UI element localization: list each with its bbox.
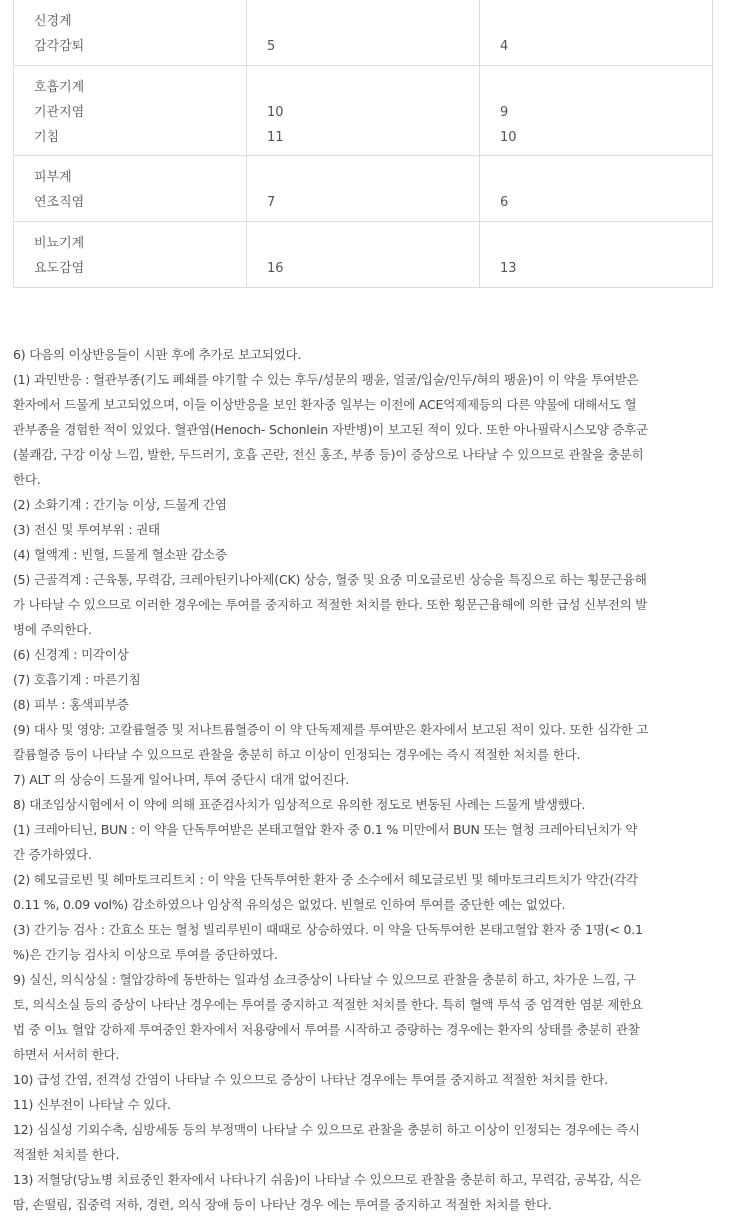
- text-line: 관부종을 경험한 적이 있었다. 혈관염(Henoch- Schonlein 자반병)이 보고된 적이 있다. 또한 아나필락시스모양 증후군: [13, 422, 648, 437]
- table-cell-line: 10: [500, 130, 517, 145]
- table-cell-category: [14, 156, 247, 222]
- table-body: [14, 0, 713, 288]
- table-cell-line: 6: [500, 195, 509, 210]
- text-line: 토, 의식소실 등의 증상이 나타난 경우에는 투여를 중지하고 적절한 처치를 한다. 특히 혈액 투석 중 엄격한 염분 제한요: [13, 997, 643, 1012]
- text-line: 환자에서 드물게 보고되었으며, 이들 이상반응을 보인 환자중 일부는 이전에 ACE억제제등의 다른 약물에 대해서도 혈: [13, 397, 637, 412]
- text-line: 법 중 이뇨 혈압 강하제 투여중인 환자에서 저용량에서 투여를 시작하고 증량하는 경우에는 환자의 상태를 충분히 관찰: [13, 1022, 640, 1037]
- table-cell-value-a: [247, 0, 480, 66]
- text-line: 병에 주의한다.: [13, 622, 92, 637]
- text-line: 10) 급성 간염, 전격성 간염이 나타날 수 있으므로 증상이 나타난 경우에는 투여를 중지하고 적절한 처치를 한다.: [13, 1072, 608, 1087]
- text-line: (2) 소화기계 : 간기능 이상, 드물게 간염: [13, 497, 227, 512]
- table-cell-line: 신경계: [34, 14, 72, 29]
- table-cell-line: 11: [267, 130, 284, 145]
- table-cell-line: 9: [500, 105, 509, 120]
- table-row: [14, 156, 713, 222]
- table-cell-line: 기관지염: [34, 105, 85, 120]
- text-line: 12) 심실성 기외수축, 심방세동 등의 부정맥이 나타날 수 있으므로 관찰을 충분히 하고 이상이 인정되는 경우에는 즉시: [13, 1122, 640, 1137]
- table-cell-value-a: [247, 66, 480, 156]
- text-line: (5) 근골격계 : 근육통, 무력감, 크레아틴키나아제(CK) 상승, 혈중 및 요중 미오글로빈 상승을 특징으로 하는 횡문근융해: [13, 572, 647, 587]
- table-cell-category: [14, 222, 247, 288]
- text-line: 가 나타날 수 있으므로 이러한 경우에는 투여를 중지하고 적절한 처치를 한다. 또한 횡문근융해에 의한 급성 신부전의 발: [13, 597, 648, 612]
- text-line: 8) 대조임상시험에서 이 약에 의해 표준검사치가 임상적으로 유의한 정도로 변동된 사례는 드물게 발생했다.: [13, 797, 586, 812]
- text-line: (8) 피부 : 홍색피부증: [13, 697, 129, 712]
- text-line: (2) 헤모글로빈 및 헤마토크리트치 : 이 약을 단독투여한 환자 중 소수에서 헤모글로빈 및 헤마토크리트치가 약간(각각: [13, 872, 638, 887]
- text-line: (1) 과민반응 : 혈관부종(기도 폐쇄를 야기할 수 있는 후두/성문의 팽윤, 얼굴/입술/인두/혀의 팽윤)이 이 약을 투여받은: [13, 372, 639, 387]
- table-cell-line: [500, 231, 692, 256]
- table-cell-value-a: [247, 156, 480, 222]
- text-line: %)은 간기능 검사치 이상으로 투여를 중단하였다.: [13, 947, 278, 962]
- text-line: (9) 대사 및 영양: 고칼륨혈증 및 저나트륨혈증이 이 약 단독제제를 투여받은 환자에서 보고된 적이 있다. 또한 심각한 고: [13, 722, 649, 737]
- table-cell-category: [14, 0, 247, 66]
- text-line: 적절한 처치를 한다.: [13, 1147, 120, 1162]
- table-cell-line: [267, 231, 459, 256]
- table-cell-line: [267, 9, 459, 34]
- text-line: 11) 신부전이 나타날 수 있다.: [13, 1097, 171, 1112]
- table-cell-line: 피부계: [34, 170, 72, 185]
- table-cell-category: [14, 66, 247, 156]
- table-cell-line: 7: [267, 195, 276, 210]
- text-line: 9) 실신, 의식상실 : 혈압강하에 동반하는 일과성 쇼크증상이 나타날 수 있으므로 관찰을 충분히 하고, 차가운 느낌, 구: [13, 972, 636, 987]
- table-cell-value-b: [480, 66, 713, 156]
- text-line: 13) 저혈당(당뇨병 치료중인 환자에서 나타나기 쉬움)이 나타날 수 있으므로 관찰을 충분히 하고, 무력감, 공복감, 식은: [13, 1172, 642, 1187]
- text-line: (4) 혈액계 : 빈혈, 드물게 혈소판 감소증: [13, 547, 227, 562]
- text-line: 6) 다음의 이상반응들이 시판 후에 추가로 보고되었다.: [13, 347, 302, 362]
- text-line: (불쾌감, 구강 이상 느낌, 발한, 두드러기, 호흡 곤란, 전신 홍조, 부종 등)이 증상으로 나타날 수 있으므로 관찰을 충분히: [13, 447, 644, 462]
- table-cell-line: 5: [267, 39, 276, 54]
- table-cell-value-a: [247, 222, 480, 288]
- table-cell-line: [500, 165, 692, 190]
- table-cell-line: 연조직염: [34, 195, 85, 210]
- table-cell-line: 비뇨기계: [34, 236, 85, 251]
- table-cell-line: 감각감퇴: [34, 39, 85, 54]
- table-cell-line: 13: [500, 261, 517, 276]
- text-line: (7) 호흡기계 : 마른기침: [13, 672, 141, 687]
- table-cell-line: [500, 9, 692, 34]
- table-cell-line: [500, 75, 692, 100]
- text-line: (1) 크레아티닌, BUN : 이 약을 단독투여받은 본태고혈압 환자 중 0.1 % 미만에서 BUN 또는 혈청 크레아티닌치가 약: [13, 822, 638, 837]
- table-cell-line: 10: [267, 105, 284, 120]
- table-cell-line: 호흡기계: [34, 80, 85, 95]
- table-cell-value-b: [480, 156, 713, 222]
- table-row: [14, 222, 713, 288]
- text-line: 칼륨혈증 등이 나타날 수 있으므로 관찰을 충분히 하고 이상이 인정되는 경우에는 즉시 적절한 처치를 한다.: [13, 747, 581, 762]
- body-text: [13, 342, 715, 1217]
- adverse-reaction-table: [13, 0, 713, 288]
- table-cell-line: 요도감염: [34, 261, 85, 276]
- text-line: 땀, 손떨림, 집중력 저하, 경련, 의식 장애 등이 나타난 경우 에는 투여를 중지하고 적절한 처치를 한다.: [13, 1197, 552, 1212]
- text-line: (6) 신경계 : 미각이상: [13, 647, 129, 662]
- table-row: [14, 66, 713, 156]
- table-cell-line: 16: [267, 261, 284, 276]
- text-line: 하면서 서서히 한다.: [13, 1047, 120, 1062]
- text-line: (3) 전신 및 투여부위 : 권태: [13, 522, 160, 537]
- table-cell-line: 4: [500, 39, 509, 54]
- table-cell-line: [267, 165, 459, 190]
- table-cell-value-b: [480, 0, 713, 66]
- text-line: 간 증가하였다.: [13, 847, 92, 862]
- text-line: 7) ALT 의 상승이 드물게 일어나며, 투여 중단시 대개 없어진다.: [13, 772, 350, 787]
- text-line: 한다.: [13, 472, 41, 487]
- table-cell-value-b: [480, 222, 713, 288]
- table-row: [14, 0, 713, 66]
- text-line: (3) 간기능 검사 : 간효소 또는 혈청 빌리루빈이 때때로 상승하였다. 이 약을 단독투여한 본태고혈압 환자 중 1명(< 0.1: [13, 922, 643, 937]
- text-line: 0.11 %, 0.09 vol%) 감소하였으나 임상적 유의성은 없었다. 빈혈로 인하여 투여를 중단한 예는 없었다.: [13, 897, 566, 912]
- table-cell-line: [267, 75, 459, 100]
- table-cell-line: 기침: [34, 130, 60, 145]
